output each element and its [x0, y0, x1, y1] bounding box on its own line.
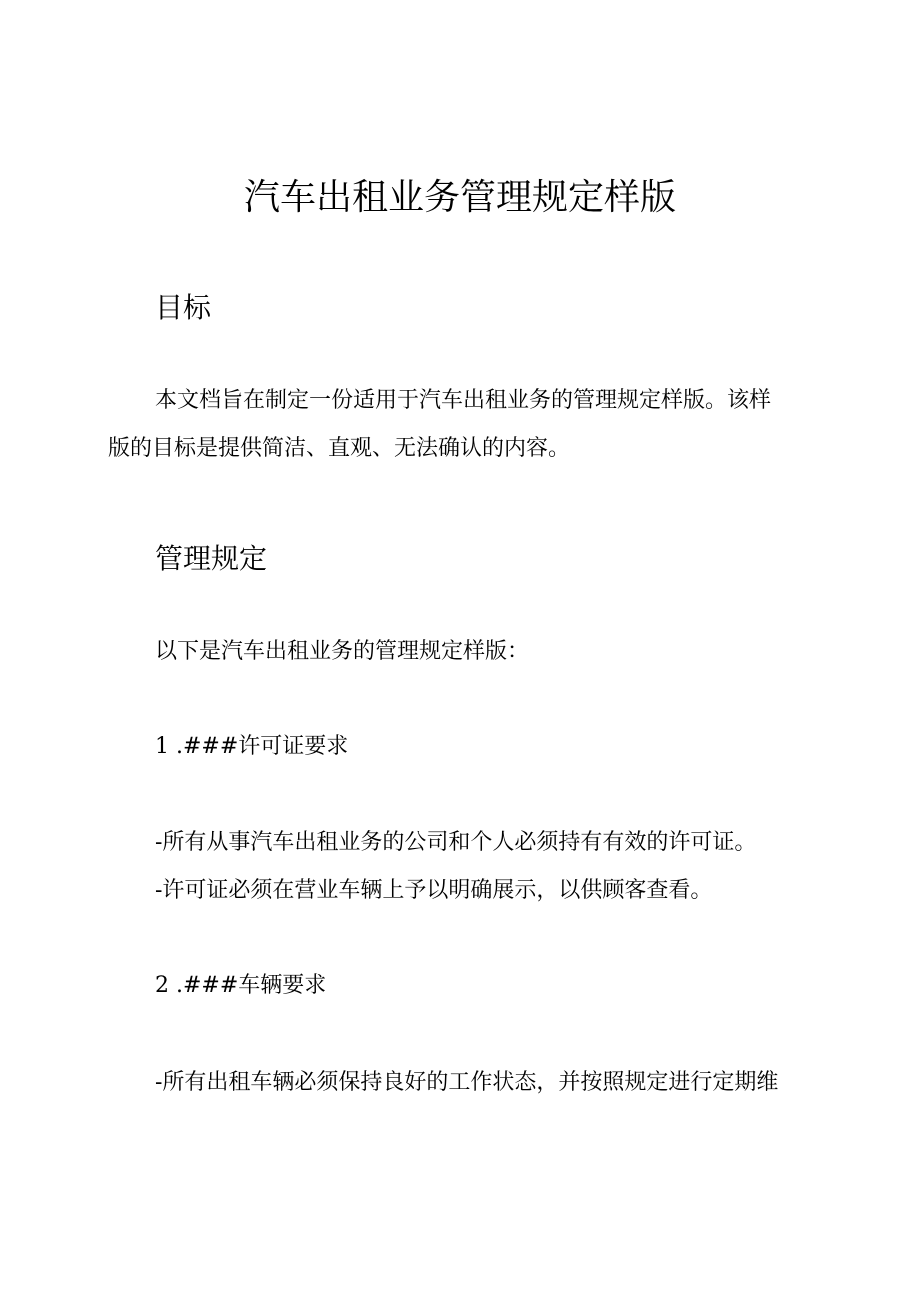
rule-item-1-heading: 1 .###许可证要求 — [155, 734, 349, 759]
section-heading-rules: 管理规定 — [155, 542, 268, 575]
rule-item-1-bullet-2: -许可证必须在营业车辆上予以明确展示，以供顾客查看。 — [155, 878, 713, 903]
objective-paragraph-line-2: 版的目标是提供简洁、直观、无法确认的内容。 — [108, 436, 571, 461]
objective-paragraph-line-1: 本文档旨在制定一份适用于汽车出租业务的管理规定样版。该样 — [155, 388, 772, 413]
section-heading-objective: 目标 — [155, 291, 212, 324]
rules-intro: 以下是汽车出租业务的管理规定样版： — [155, 639, 530, 664]
rule-item-1-bullet-1: -所有从事汽车出租业务的公司和个人必须持有有效的许可证。 — [155, 830, 757, 855]
document-title: 汽车出租业务管理规定样版 — [243, 177, 676, 218]
rule-item-2-heading: 2 .###车辆要求 — [155, 973, 327, 998]
rule-item-2-bullet-1: -所有出租车辆必须保持良好的工作状态，并按照规定进行定期维 — [155, 1070, 779, 1095]
